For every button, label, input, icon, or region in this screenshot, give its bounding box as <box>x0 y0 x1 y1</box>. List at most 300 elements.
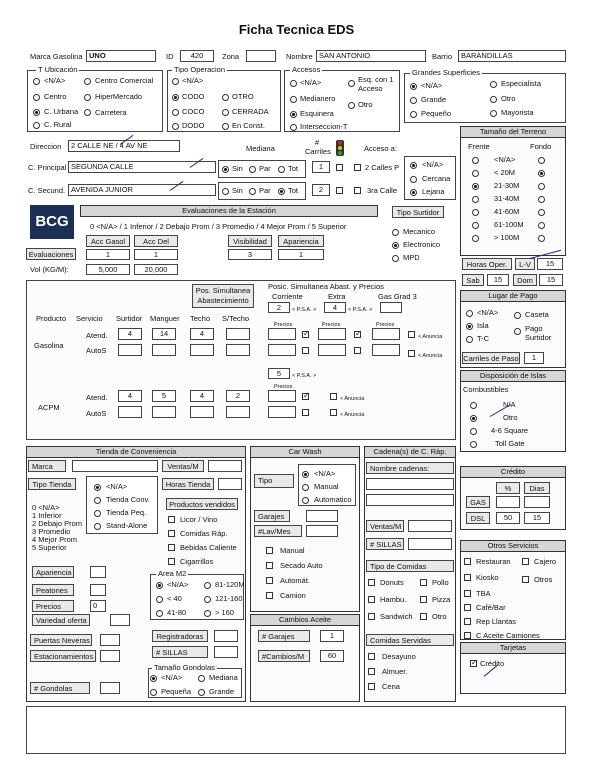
aceite-garajes-field[interactable]: 1 <box>320 630 344 642</box>
apariencia-button[interactable]: Apariencia <box>278 235 324 247</box>
apariencia-tienda-field[interactable] <box>90 566 106 578</box>
nombre-cadenas-button[interactable]: Nombre cadenas: <box>366 462 454 474</box>
direccion-field[interactable]: 2 CALLE NE / 4 AV NE <box>68 140 180 152</box>
aceite-title: Cambios Aceite <box>250 614 360 626</box>
producto-header: Producto <box>36 314 67 323</box>
acpm-stecho-auto-field[interactable] <box>226 406 250 418</box>
terreno-frente-radio[interactable] <box>472 157 479 164</box>
terreno-frente-radio[interactable] <box>472 196 479 203</box>
acceso-lejana-radio[interactable] <box>410 189 417 196</box>
area-title: Area M2 <box>158 569 187 578</box>
gondola-na-radio[interactable] <box>150 675 157 682</box>
tienda-peq-radio[interactable] <box>94 510 101 517</box>
comida-check[interactable] <box>368 613 375 620</box>
ubicacion-na-radio[interactable] <box>33 78 40 85</box>
comida-check[interactable] <box>368 596 375 603</box>
producto-label: Comidas Ráp. <box>180 529 228 538</box>
mediana-s-sin-label: Sin <box>232 186 243 195</box>
dos-calles-label: 2 Calles P <box>365 163 400 172</box>
ubicacion-carretera-radio[interactable] <box>84 109 91 116</box>
area-121-label: 121-160 <box>215 594 243 603</box>
precio-corriente-check[interactable] <box>302 331 309 338</box>
horas-tienda-button[interactable]: Horas Tienda <box>162 478 214 490</box>
terreno-fondo-radio[interactable] <box>538 157 545 164</box>
tarjeta-credito-check[interactable] <box>470 660 477 667</box>
carriles-secund-field[interactable]: 2 <box>312 184 330 196</box>
terreno-frente-radio[interactable] <box>472 183 479 190</box>
precios-label-2: Precios <box>322 322 341 328</box>
operacion-coco-radio[interactable] <box>172 109 179 116</box>
producto-check[interactable] <box>168 544 175 551</box>
acceso-label: Acceso a: <box>364 144 397 153</box>
ubicacion-cc-radio[interactable] <box>84 78 91 85</box>
cadena-name-2-field[interactable] <box>366 494 454 506</box>
precio-acpm-field[interactable] <box>268 390 296 402</box>
servida-check[interactable] <box>368 683 375 690</box>
tipo-tienda-button[interactable]: Tipo Tienda <box>28 478 76 490</box>
carriles-principal-field[interactable]: 1 <box>312 161 330 173</box>
apariencia-field[interactable]: 1 <box>278 249 324 260</box>
gasolina-manguer-auto-field[interactable] <box>152 344 176 356</box>
mediana-label: Mediana <box>246 144 275 153</box>
comidas-servidas-button[interactable]: Comidas Servidas <box>366 634 454 646</box>
otros-check[interactable] <box>522 558 529 565</box>
peatones-button[interactable]: Peatones <box>32 584 74 596</box>
precio-grad-auto-field[interactable] <box>372 344 400 356</box>
area-160-radio[interactable] <box>204 610 211 617</box>
terreno-option-label: > 100M <box>494 233 520 242</box>
area-na-label: <N/A> <box>167 580 189 589</box>
barrio-label: Barrio <box>432 52 453 61</box>
acceso-cercana-radio[interactable] <box>410 176 417 183</box>
pago-isla-radio[interactable] <box>466 323 473 330</box>
acc-gasol-button[interactable]: Acc Gasol <box>86 235 130 247</box>
psa-grad-field[interactable] <box>380 302 402 313</box>
operacion-const-radio[interactable] <box>222 123 229 130</box>
area-4180-radio[interactable] <box>156 610 163 617</box>
tienda-title: Tienda de Conveniencia <box>26 446 246 458</box>
producto-check[interactable] <box>168 530 175 537</box>
calle-principal-field[interactable]: SEGUNDA CALLE <box>68 161 216 173</box>
acc-del-button[interactable]: Acc Del <box>134 235 178 247</box>
carwash-check[interactable] <box>266 577 273 584</box>
precio-extra-field[interactable] <box>318 328 346 340</box>
gondolas-title: Tamaño Gondolas <box>154 663 215 672</box>
servida-label: Almuer. <box>382 667 408 676</box>
producto-check[interactable] <box>168 516 175 523</box>
psa-extra-field[interactable]: 4 <box>324 302 346 313</box>
mediana-p-tot-label: Tot <box>288 164 299 173</box>
carwash-check[interactable] <box>266 547 273 554</box>
ubicacion-rural-label: C. Rural <box>44 120 72 129</box>
otros-check[interactable] <box>464 604 471 611</box>
carwash-check[interactable] <box>266 562 273 569</box>
accesos-interseccion-radio[interactable] <box>290 124 297 131</box>
gondola-mediana-radio[interactable] <box>198 675 205 682</box>
producto-check[interactable] <box>168 558 175 565</box>
precio-acpm-auto-check[interactable] <box>302 409 309 416</box>
pos-simultanea-button[interactable]: Pos. Simultanea Abastecimiento <box>192 284 254 308</box>
terreno-fondo-radio[interactable] <box>538 235 545 242</box>
acc-gasol-field[interactable]: 1 <box>86 249 130 260</box>
anuncia-gas-auto-check[interactable] <box>408 350 415 357</box>
terreno-fondo-radio[interactable] <box>538 183 545 190</box>
otros-check[interactable] <box>464 558 471 565</box>
islas-na-label: N/A <box>503 400 516 409</box>
anuncia-gas-check[interactable] <box>408 331 415 338</box>
islas-otro-radio[interactable] <box>470 415 477 422</box>
barrio-field[interactable]: BARANDILLAS <box>458 50 566 62</box>
grandes-especialista-radio[interactable] <box>490 81 497 88</box>
servida-check[interactable] <box>368 653 375 660</box>
comida-check[interactable] <box>420 579 427 586</box>
precio-extra-check[interactable] <box>354 331 361 338</box>
pago-caseta-radio[interactable] <box>514 312 521 319</box>
servida-check[interactable] <box>368 668 375 675</box>
terreno-option-label: < 20M <box>494 168 516 177</box>
cadena-ventas-button[interactable]: Ventas/M <box>366 520 404 532</box>
cadena-sillas-field[interactable] <box>408 538 452 550</box>
gondola-pequena-radio[interactable] <box>150 689 157 696</box>
puertas-neveras-button[interactable]: Puertas Neveras <box>30 634 92 646</box>
operacion-dodo-radio[interactable] <box>172 123 179 130</box>
acpm-stecho-field[interactable]: 2 <box>226 390 250 402</box>
tienda-stand-radio[interactable] <box>94 523 101 530</box>
terreno-option-label: 41-60M <box>494 207 520 216</box>
tienda-scale-item: 1 Inferior <box>32 511 62 520</box>
manguer-header: Manguer <box>150 314 180 323</box>
lav-mes-button[interactable]: #Lav/Mes <box>254 525 302 537</box>
nombre-field[interactable]: SAN ANTONIO <box>316 50 426 62</box>
tienda-ventas-button[interactable]: Ventas/M <box>162 460 204 472</box>
operacion-cerrada-radio[interactable] <box>222 109 229 116</box>
carwash-check[interactable] <box>266 592 273 599</box>
traffic-light-icon <box>336 140 344 156</box>
area-121-radio[interactable] <box>204 596 211 603</box>
tienda-marca-field[interactable] <box>72 460 158 472</box>
gasolina-techo-auto-field[interactable] <box>190 344 214 356</box>
gondolas-button[interactable]: # Gondolas <box>30 682 90 694</box>
tercera-calle-label: 3ra Calle <box>367 186 398 195</box>
grandes-otro-label: Otro <box>501 94 516 103</box>
terreno-frente-radio[interactable] <box>472 170 479 177</box>
acpm-techo-field[interactable]: 4 <box>190 390 214 402</box>
precio-corriente-auto-check[interactable] <box>302 347 309 354</box>
terreno-frente-radio[interactable] <box>472 209 479 216</box>
cambios-mes-field[interactable]: 60 <box>320 650 344 662</box>
precios-tienda-field[interactable]: 0 <box>90 600 106 612</box>
corriente-label: Corriente <box>272 292 303 301</box>
credito-dias-button[interactable]: Dias <box>524 482 550 494</box>
precios-acpm-label: Precios <box>274 384 293 390</box>
apariencia-tienda-button[interactable]: Apariencia <box>32 566 74 578</box>
producto-label: Licor / Vino <box>180 515 218 524</box>
lav-mes-field[interactable] <box>306 525 338 537</box>
variedad-button[interactable]: Variedad oferta <box>32 614 90 626</box>
accesos-esq-radio[interactable] <box>348 80 355 87</box>
otros-label: C Aceite Camiones <box>476 631 540 640</box>
otros-label: Restauran <box>476 557 511 566</box>
gasolina-manguer-field[interactable]: 14 <box>152 328 176 340</box>
anuncia-acpm-auto-check[interactable] <box>330 409 337 416</box>
precio-corriente-field[interactable] <box>268 328 296 340</box>
visibilidad-field[interactable]: 3 <box>228 249 272 260</box>
pago-tc-label: T-C <box>477 334 490 343</box>
acceso-lejana-label: Lejana <box>422 187 445 196</box>
registradoras-button[interactable]: Registradoras <box>152 630 208 642</box>
accesos-otro-label: Otro <box>358 100 373 109</box>
marca-field[interactable]: UNO <box>86 50 156 62</box>
otros-check[interactable] <box>464 590 471 597</box>
grandes-otro-radio[interactable] <box>490 96 497 103</box>
mediana-s-tot-radio[interactable] <box>278 188 285 195</box>
calle-secund-label: C. Secund. <box>28 186 66 195</box>
terreno-frente-radio[interactable] <box>472 235 479 242</box>
sillas-tienda-button[interactable]: # SILLAS <box>152 646 208 658</box>
acpm-manguer-field[interactable]: 5 <box>152 390 176 402</box>
cadena-sillas-button[interactable]: # SILLAS <box>366 538 404 550</box>
accesos-na-radio[interactable] <box>290 80 297 87</box>
mediana-s-par-label: Par <box>259 186 271 195</box>
gondola-grande-label: Grande <box>209 687 235 696</box>
credito-pct-button[interactable]: % <box>496 482 520 494</box>
carwash-manual-radio[interactable] <box>302 484 309 491</box>
lv-button[interactable]: L-V <box>515 258 535 270</box>
carriles-paso-button[interactable]: Carriles de Paso <box>463 354 519 363</box>
aceite-garajes-button[interactable]: # Garajes <box>258 630 310 642</box>
estacionamientos-button[interactable]: Estacionamientos <box>30 650 96 662</box>
acc-del-field[interactable]: 1 <box>134 249 178 260</box>
psa-corriente-label: < P.S.A. > <box>292 307 317 313</box>
area-160-label: > 160 <box>215 608 234 617</box>
tipo-comidas-button[interactable]: Tipo de Comidas <box>366 560 454 572</box>
sab-field[interactable]: 15 <box>487 274 509 286</box>
sillas-tienda-field[interactable] <box>214 646 238 658</box>
calle-p-check[interactable] <box>336 164 343 171</box>
carwash-auto-radio[interactable] <box>302 497 309 504</box>
cadena-name-1-field[interactable] <box>366 478 454 490</box>
comida-check[interactable] <box>420 596 427 603</box>
precio-extra-auto-check[interactable] <box>354 347 361 354</box>
horas-tienda-field[interactable] <box>218 478 242 490</box>
surtidor-electronico-radio[interactable] <box>392 242 399 249</box>
vol-2-field[interactable]: 20,000 <box>134 264 178 275</box>
psa-acpm-field[interactable]: 5 <box>268 368 290 379</box>
psa-extra-label: < P.S.A. > <box>348 307 373 313</box>
tienda-ventas-field[interactable] <box>208 460 242 472</box>
horas-oper-button[interactable]: Horas Oper. <box>462 258 512 270</box>
precio-acpm-check[interactable] <box>302 393 309 400</box>
otros-check[interactable] <box>464 632 471 639</box>
comida-label: Pollo <box>432 578 449 587</box>
gondola-grande-radio[interactable] <box>198 689 205 696</box>
surtidor-header: Surtidor <box>116 314 143 323</box>
ubicacion-rural-radio[interactable] <box>33 122 40 129</box>
area-40-label: < 40 <box>167 594 182 603</box>
gasolina-stecho-field[interactable] <box>226 328 250 340</box>
precio-grad-field[interactable] <box>372 328 400 340</box>
grandes-na-label: <N/A> <box>421 81 443 90</box>
mediana-s-sin-radio[interactable] <box>222 188 229 195</box>
islas-na-radio[interactable] <box>470 402 477 409</box>
mediana-s-par-radio[interactable] <box>249 188 256 195</box>
calle-secund-field[interactable]: AVENIDA JUNIOR <box>68 184 216 196</box>
calle-s-check[interactable] <box>336 187 343 194</box>
precio-acpm-auto-field[interactable] <box>268 406 296 418</box>
dom-button[interactable]: Dom <box>513 274 537 286</box>
tienda-scale-item: 0 <N/A> <box>32 503 60 512</box>
operacion-const-label: En Const. <box>232 121 265 130</box>
accesos-medianero-radio[interactable] <box>290 96 297 103</box>
lv-field[interactable]: 15 <box>537 258 563 270</box>
vol-1-field[interactable]: 5,000 <box>86 264 130 275</box>
garajes-field[interactable] <box>306 510 338 522</box>
tienda-marca-button[interactable]: Marca <box>28 460 66 472</box>
carriles-paso-field[interactable]: 1 <box>524 352 544 364</box>
acpm-surtidor-field[interactable]: 4 <box>118 390 142 402</box>
servida-label: Cena <box>382 682 400 691</box>
zona-field[interactable] <box>246 50 276 62</box>
accesos-esquinera-radio[interactable] <box>290 111 297 118</box>
islas-square-radio[interactable] <box>470 428 477 435</box>
peatones-field[interactable] <box>90 584 106 596</box>
comida-check[interactable] <box>420 613 427 620</box>
evaluaciones-button[interactable]: Evaluaciones <box>26 248 76 260</box>
dom-field[interactable]: 15 <box>539 274 563 286</box>
pago-caseta-label: Caseta <box>525 310 549 319</box>
tercera-calle-check[interactable] <box>354 187 361 194</box>
area-81-label: 81-120M <box>215 580 245 589</box>
operacion-na-radio[interactable] <box>172 78 179 85</box>
estacionamientos-field[interactable] <box>100 650 120 662</box>
puertas-neveras-field[interactable] <box>100 634 120 646</box>
ubicacion-title: T Ubicación <box>38 65 78 74</box>
gasolina-techo-field[interactable]: 4 <box>190 328 214 340</box>
garajes-button[interactable]: Garajes <box>254 510 290 522</box>
pago-tc-radio[interactable] <box>466 336 473 343</box>
tienda-na-radio[interactable] <box>94 484 101 491</box>
page-title: Ficha Tecnica EDS <box>238 22 355 37</box>
anuncia-acpm-check[interactable] <box>330 393 337 400</box>
terreno-frente-radio[interactable] <box>472 222 479 229</box>
grandes-na-radio[interactable] <box>410 83 417 90</box>
acpm-surtidor-auto-field[interactable] <box>118 406 142 418</box>
terreno-fondo-radio[interactable] <box>538 196 545 203</box>
otros-label: Otros <box>534 575 553 584</box>
acpm-atend-label: Atend. <box>86 393 108 402</box>
cadena-ventas-field[interactable] <box>408 520 452 532</box>
gondola-pequena-label: Pequeña <box>161 687 192 696</box>
evaluaciones-scale: 0 <N/A> / 1 Inferior / 2 Debajo Prom / 3 Promedio / 4 Mejor Prom / 5 Superior <box>90 222 347 231</box>
pago-na-radio[interactable] <box>466 310 473 317</box>
terreno-fondo-radio[interactable] <box>538 222 545 229</box>
carwash-tipo-button[interactable]: Tipo <box>254 474 294 488</box>
ubicacion-hiper-radio[interactable] <box>84 94 91 101</box>
ubicacion-urbana-radio[interactable] <box>33 109 40 116</box>
grandes-mayorista-label: Mayorista <box>501 108 534 117</box>
area-40-radio[interactable] <box>156 596 163 603</box>
cambios-mes-button[interactable]: #Cambios/M <box>258 650 310 662</box>
gasolina-surtidor-field[interactable]: 4 <box>118 328 142 340</box>
mediana-p-tot-radio[interactable] <box>278 166 285 173</box>
otros-check[interactable] <box>464 618 471 625</box>
mediana-p-sin-radio[interactable] <box>222 166 229 173</box>
credito-gas-dias-field[interactable] <box>524 496 550 508</box>
otros-check[interactable] <box>464 574 471 581</box>
notes-area[interactable] <box>26 706 566 754</box>
vol-label: Vol (KG/M): <box>30 265 69 274</box>
pago-na-label: <N/A> <box>477 308 499 317</box>
acpm-techo-auto-field[interactable] <box>190 406 214 418</box>
operacion-otro-radio[interactable] <box>222 94 229 101</box>
accesos-otro-radio[interactable] <box>348 102 355 109</box>
mediana-p-par-label: Par <box>259 164 271 173</box>
precios-tienda-button[interactable]: Precios <box>32 600 74 612</box>
acpm-manguer-auto-field[interactable] <box>152 406 176 418</box>
credito-dsl-button[interactable]: DSL <box>466 512 490 524</box>
gondolas-field[interactable] <box>100 682 120 694</box>
operacion-codo-label: CODO <box>182 92 205 101</box>
grandes-pequeno-radio[interactable] <box>410 111 417 118</box>
terreno-fondo-radio[interactable] <box>538 209 545 216</box>
psa-corriente-field[interactable]: 2 <box>268 302 290 313</box>
pago-isla-label: Isla <box>477 321 489 330</box>
operacion-codo-radio[interactable] <box>172 94 179 101</box>
credito-dsl-dias-field[interactable]: 15 <box>524 512 550 524</box>
tienda-stand-label: Stand-Alone <box>106 521 148 530</box>
gasolina-stecho-auto-field[interactable] <box>226 344 250 356</box>
variedad-field[interactable] <box>110 614 130 626</box>
mediana-p-par-radio[interactable] <box>249 166 256 173</box>
pago-surtidor-radio[interactable] <box>514 328 521 335</box>
tienda-scale-item: 4 Mejor Prom <box>32 535 78 544</box>
area-na-radio[interactable] <box>156 582 163 589</box>
producto-label: Bebidas Caliente <box>180 543 237 552</box>
comida-check[interactable] <box>368 579 375 586</box>
grandes-mayorista-radio[interactable] <box>490 110 497 117</box>
visibilidad-button[interactable]: Visibilidad <box>228 235 272 247</box>
otros-check[interactable] <box>522 576 529 583</box>
credito-dsl-pct-field[interactable]: 50 <box>496 512 520 524</box>
precio-corriente-auto-field[interactable] <box>268 344 296 356</box>
registradoras-field[interactable] <box>214 630 238 642</box>
sab-button[interactable]: Sab <box>462 274 484 286</box>
productos-vendidos-button[interactable]: Productos vendidos <box>166 498 238 510</box>
surtidor-mpd-radio[interactable] <box>392 255 399 262</box>
area-81-radio[interactable] <box>204 582 211 589</box>
surtidor-mecanico-radio[interactable] <box>392 229 399 236</box>
bcg-logo: BCG <box>30 205 74 239</box>
credito-gas-button[interactable]: GAS <box>466 496 490 508</box>
credito-gas-pct-field[interactable] <box>496 496 520 508</box>
carwash-na-radio[interactable] <box>302 471 309 478</box>
calle-principal-label: C. Principal <box>28 163 67 172</box>
islas-toll-radio[interactable] <box>470 441 477 448</box>
terreno-fondo-radio[interactable] <box>538 170 545 177</box>
grandes-grande-radio[interactable] <box>410 97 417 104</box>
gasolina-surtidor-auto-field[interactable] <box>118 344 142 356</box>
acceso-na-radio[interactable] <box>410 162 417 169</box>
gas-grad-label: Gas Grad 3 <box>378 292 417 301</box>
carwash-manual-label: Manual <box>314 482 339 491</box>
tienda-conv-radio[interactable] <box>94 497 101 504</box>
ubicacion-centro-radio[interactable] <box>33 94 40 101</box>
id-field[interactable]: 420 <box>180 50 214 62</box>
tipo-surtidor-button[interactable]: Tipo Surtidor <box>392 206 444 218</box>
dos-calles-check[interactable] <box>354 164 361 171</box>
carwash-title: Car Wash <box>250 446 360 458</box>
precio-extra-auto-field[interactable] <box>318 344 346 356</box>
